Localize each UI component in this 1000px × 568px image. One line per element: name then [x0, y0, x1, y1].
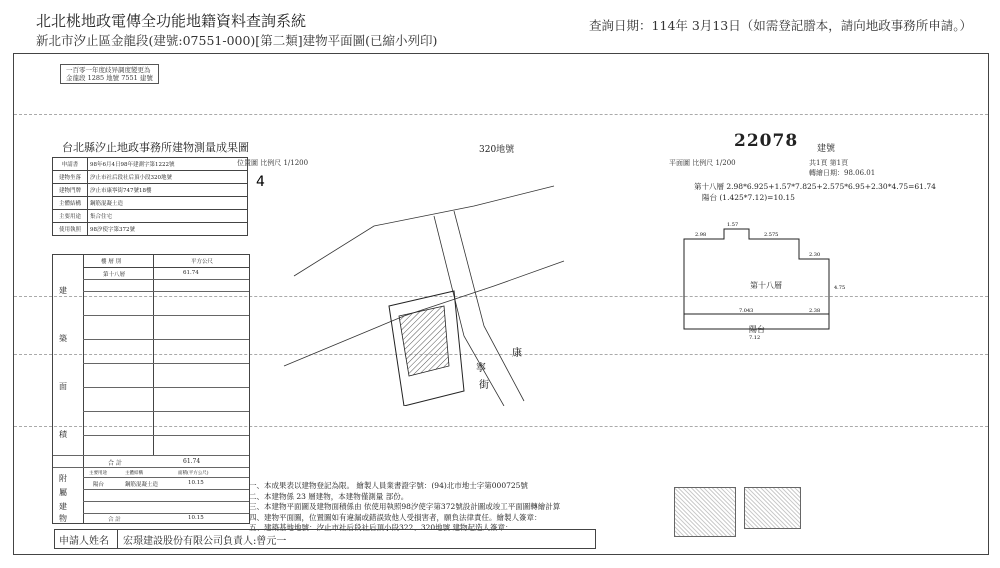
- plan-dim: 7.043: [739, 308, 754, 314]
- form-value: 汐止市社后段社后頂小段320地號: [88, 171, 248, 184]
- building-number: 22078: [734, 131, 799, 151]
- plan-dim: 7.12: [749, 335, 761, 341]
- north-arrow: 4: [256, 174, 265, 190]
- building-info-table: [52, 157, 248, 236]
- form-value: 98汐使字第372號: [88, 223, 248, 236]
- balcony-formula: 陽台 (1.425*7.12)=10.15: [702, 193, 795, 202]
- scale-right: 平面圖 比例尺 1/200: [669, 159, 736, 167]
- plan-dim: 4.75: [834, 285, 846, 291]
- plan-dim: 2.30: [809, 252, 821, 258]
- annex-use: 陽台: [93, 482, 105, 488]
- transfer-date: 轉繪日期：98.06.01: [809, 169, 876, 177]
- table-row: [83, 411, 249, 412]
- annex-col: 主體結構: [125, 471, 143, 476]
- form-label: 主要用途: [53, 210, 88, 223]
- plan-dim: 2.98: [695, 232, 707, 238]
- building-number-suffix: 建號: [817, 144, 836, 154]
- form-value: 集合住宅: [88, 210, 248, 223]
- document-subtitle: 新北市汐止區金龍段(建號:07551-000)[第二類]建物平面圖(已縮小列印): [36, 33, 438, 48]
- lot-number: 320地號: [479, 145, 515, 155]
- survey-title: 台北縣汐止地政事務所建物測量成果圖: [62, 141, 249, 154]
- side-label: 建: [59, 286, 67, 295]
- floor-name: 第十八層: [103, 272, 126, 278]
- divider: [117, 530, 118, 548]
- plan-dim: 1.57: [727, 222, 739, 228]
- side-label: 面: [59, 382, 67, 391]
- street-char: 康: [512, 348, 522, 359]
- form-value: 汐止市康寧街747號18樓: [88, 184, 248, 197]
- table-row: [83, 363, 249, 364]
- applicant-label: 申請人姓名: [59, 536, 109, 547]
- side-label: 積: [59, 430, 67, 439]
- plan-floor-label: 第十八層: [750, 281, 782, 290]
- table-row: [83, 513, 249, 514]
- location-map: [254, 166, 574, 406]
- system-title: 北北桃地政電傳全功能地籍資料查詢系統: [36, 12, 307, 30]
- scan-line: [14, 114, 988, 115]
- plan-dim: 2.575: [764, 232, 779, 238]
- annex-label: 屬: [59, 488, 67, 497]
- scanned-document: [13, 53, 989, 555]
- applicant-name: 宏璟建設股份有限公司負責人:曾元一: [123, 536, 287, 547]
- form-label: 使用執照: [53, 223, 88, 236]
- note-line: 三、本建物平面圖及建物面積係由 依使用執照98汐使字第372號設計圖或竣工平面圖轉繪計算: [249, 502, 561, 511]
- form-label: 建物門牌: [53, 184, 88, 197]
- query-date: 查詢日期：114年 3月13日（如需登記謄本，請向地政事務所申請。）: [589, 18, 972, 33]
- scale-left: 位置圖 比例尺 1/1200: [237, 159, 309, 167]
- annex-col: 主要用途: [89, 471, 107, 476]
- form-value: 鋼筋混凝土造: [88, 197, 248, 210]
- annex-area: 10.15: [188, 480, 204, 486]
- table-row: [83, 435, 249, 436]
- applicant-row: [54, 529, 596, 549]
- annex-label: 建: [59, 502, 67, 511]
- plan-balcony-label: 陽台: [749, 325, 765, 334]
- note-line: 一、本成果表以建物登記為限。 繪製人員業書證字號：(94)北市地士字第000725號: [249, 481, 528, 490]
- annex-label: 附: [59, 474, 67, 483]
- form-label: 申請書: [53, 158, 88, 171]
- area-table: [52, 254, 250, 524]
- note-line: 二、本建物係 23 層建物，本建物僅測量 部份。: [249, 491, 409, 501]
- table-row: [83, 339, 249, 340]
- total-label: 合 計: [108, 460, 122, 467]
- form-value: 98年6月4日98年建測字第1222號: [88, 158, 248, 171]
- table-row: [83, 477, 249, 478]
- side-label: 築: [59, 334, 67, 343]
- annex-total-label: 合 計: [108, 517, 121, 523]
- notes-block: [249, 481, 560, 534]
- change-stamp: [60, 64, 159, 84]
- table-row: [83, 291, 249, 292]
- col-area: 平方公尺: [191, 259, 214, 265]
- stamp-line-1: 一百零一年度歧异調度變更為: [66, 66, 151, 74]
- col-floor: 樓 層 別: [101, 259, 121, 265]
- form-label: 建物坐落: [53, 171, 88, 184]
- annex-struct: 鋼筋混凝土造: [125, 482, 159, 488]
- table-row: [83, 387, 249, 388]
- street-char: 寧: [476, 363, 486, 374]
- floor-formula: 第十八層 2.98*6.925+1.57*7.825+2.575*6.95+2.30*4.75=61.74: [694, 182, 936, 191]
- stamp-line-2: 金龍段 1285 地號 7551 建號: [66, 74, 153, 82]
- table-row: [83, 489, 249, 490]
- floor-area: 61.74: [183, 270, 199, 276]
- total-value: 61.74: [183, 458, 201, 465]
- divider: [153, 255, 154, 455]
- annex-label: 物: [59, 514, 67, 523]
- note-line: 五、建築基地地號：汐止市社后段社后頂小段322、320地號 建物起造人簽章：: [249, 523, 513, 532]
- official-seal: [674, 487, 736, 537]
- table-row: [83, 501, 249, 502]
- table-row: [83, 279, 249, 280]
- street-char: 街: [479, 380, 489, 391]
- area-header: [83, 255, 249, 268]
- divider: [83, 255, 84, 523]
- page-info: 共1頁 第1頁: [809, 159, 849, 167]
- table-row: [53, 467, 249, 468]
- plan-dim: 2.38: [809, 308, 821, 314]
- annex-total: 10.15: [188, 515, 204, 521]
- annex-col: 面積(平方公尺): [178, 471, 209, 476]
- table-row: [53, 455, 249, 456]
- official-seal: [744, 487, 801, 529]
- note-line: 四、建物平面圖，位置圖如有違漏或錯誤致他人受損害者，願負法律責任。繪製人簽章：: [249, 512, 542, 522]
- form-label: 主體結構: [53, 197, 88, 210]
- table-row: [83, 315, 249, 316]
